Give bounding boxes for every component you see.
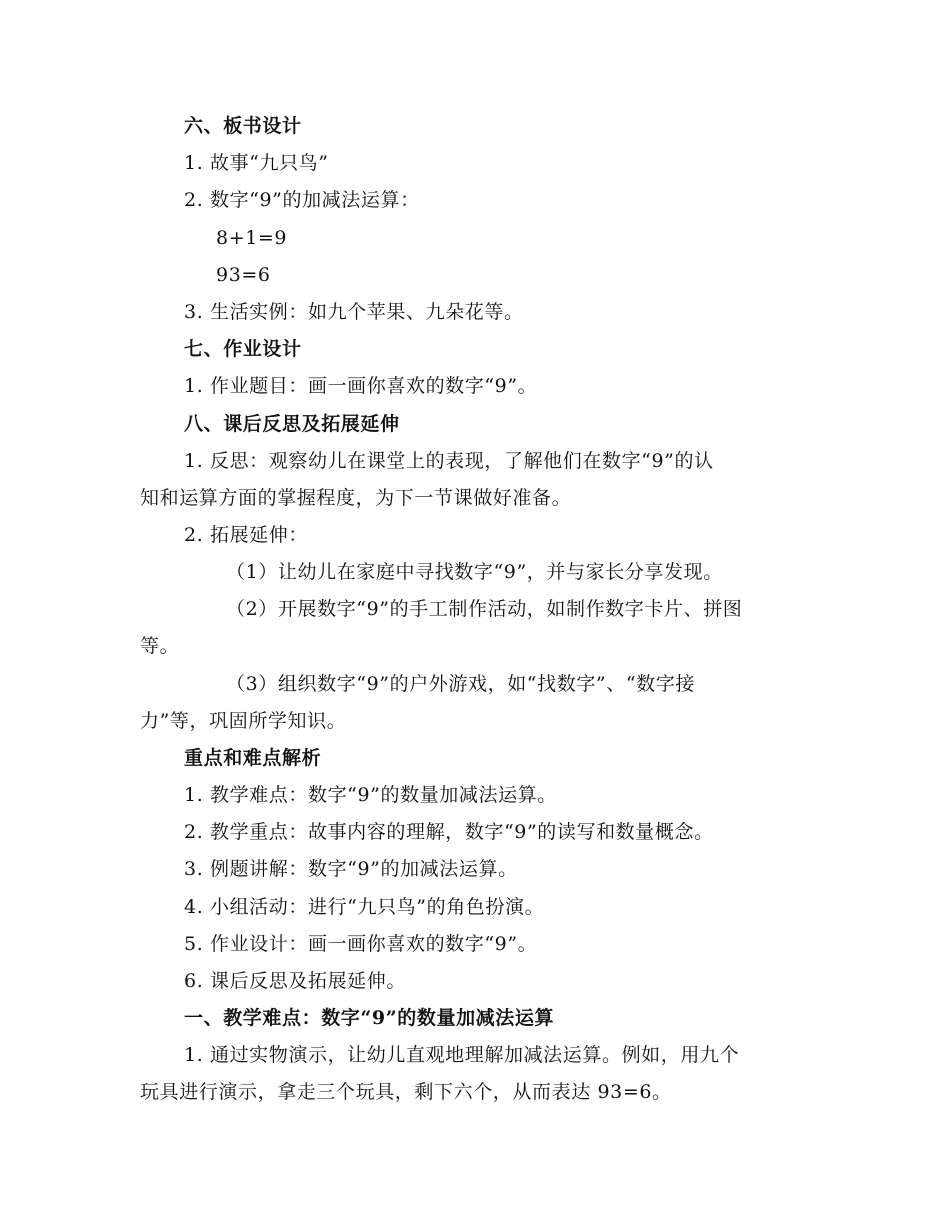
paragraph-line: 力”等，巩固所学知识。 (140, 710, 347, 732)
list-item: 6. 课后反思及拓展延伸。 (184, 970, 406, 992)
section-heading-key-points: 重点和难点解析 (184, 747, 322, 769)
list-item: 2. 数字“9”的加减法运算： (184, 189, 420, 211)
section-heading-homework: 七、作业设计 (184, 338, 302, 360)
sub-list-item: （1）让幼儿在家庭中寻找数字“9”，并与家长分享发现。 (226, 561, 723, 583)
paragraph-line: 1. 反思：观察幼儿在课堂上的表现，了解他们在数字“9”的认 (184, 450, 714, 472)
equation: 8+1=9 (216, 227, 288, 249)
section-heading-blackboard-design: 六、板书设计 (184, 115, 302, 137)
section-heading-difficulty: 一、教学难点：数字“9”的数量加减法运算 (184, 1007, 555, 1029)
section-heading-reflection: 八、课后反思及拓展延伸 (184, 413, 400, 435)
list-item: 2. 教学重点：故事内容的理解，数字“9”的读写和数量概念。 (184, 821, 714, 843)
sub-list-item: （2）开展数字“9”的手工制作活动，如制作数字卡片、拼图 (226, 598, 743, 620)
list-item: 1. 作业题目：画一画你喜欢的数字“9”。 (184, 375, 538, 397)
list-item: 1. 故事“九只鸟” (184, 152, 329, 174)
paragraph-line: 玩具进行演示，拿走三个玩具，剩下六个，从而表达 93=6。 (140, 1081, 672, 1103)
list-item: 3. 例题讲解：数字“9”的加减法运算。 (184, 858, 518, 880)
list-item: 2. 拓展延伸： (184, 524, 308, 546)
list-item: 1. 教学难点：数字“9”的数量加减法运算。 (184, 784, 557, 806)
list-item: 3. 生活实例：如九个苹果、九朵花等。 (184, 301, 524, 323)
list-item: 5. 作业设计：画一画你喜欢的数字“9”。 (184, 933, 538, 955)
list-item: 4. 小组活动：进行“九只鸟”的角色扮演。 (184, 896, 545, 918)
paragraph-line: 等。 (140, 635, 180, 657)
paragraph-line: 知和运算方面的掌握程度，为下一节课做好准备。 (140, 487, 572, 509)
paragraph-line: 1. 通过实物演示，让幼儿直观地理解加减法运算。例如，用九个 (184, 1044, 740, 1066)
equation: 93=6 (216, 264, 271, 286)
sub-list-item: （3）组织数字“9”的户外游戏，如“找数字”、“数字接 (226, 673, 695, 695)
